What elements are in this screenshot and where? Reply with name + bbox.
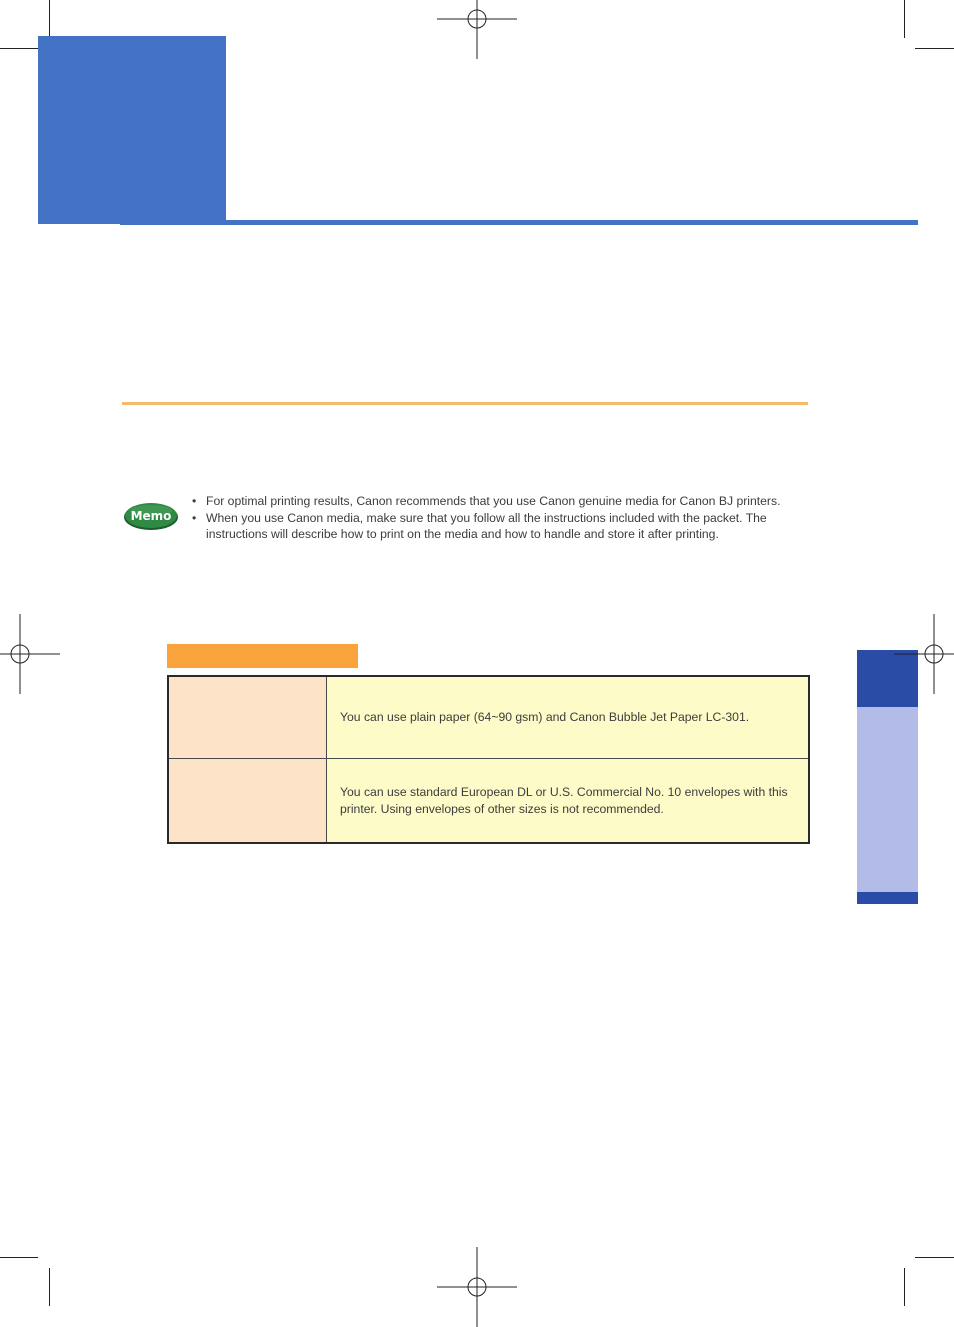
memo-item-text: For optimal printing results, Canon recommends that you use Canon genuine media for Canon BJ printers. (206, 494, 781, 508)
crop-mark (904, 1268, 905, 1306)
bullet: • (192, 494, 197, 508)
registration-mark-right (894, 614, 954, 694)
registration-mark-bottom (437, 1247, 517, 1327)
memo-item (190, 510, 810, 543)
section-divider (122, 402, 808, 405)
media-table (167, 675, 810, 844)
memo-item (190, 493, 810, 510)
table-row-description (327, 759, 808, 842)
registration-mark-left (0, 614, 60, 694)
table-row-description (327, 677, 808, 759)
bullet: • (192, 510, 197, 525)
crop-mark (904, 0, 905, 38)
table-row-label (169, 677, 327, 759)
memo-badge-label: Memo (130, 509, 172, 523)
crop-mark (915, 1257, 954, 1258)
table-header-tab (167, 644, 358, 668)
crop-mark (0, 48, 38, 49)
side-chapter-tab (857, 707, 918, 892)
crop-mark (49, 0, 50, 38)
side-chapter-tab-bottom (857, 892, 918, 904)
registration-mark-top (437, 0, 517, 59)
chapter-header-block (38, 36, 226, 224)
crop-mark (49, 1268, 50, 1306)
crop-mark (0, 1257, 38, 1258)
crop-mark (915, 48, 954, 49)
chapter-header-rule (120, 220, 918, 225)
table-row-label (169, 759, 327, 842)
description-text: You can use plain paper (64~90 gsm) and Canon Bubble Jet Paper LC-301. (340, 710, 750, 724)
memo-list (190, 493, 810, 543)
memo-icon (123, 501, 179, 531)
description-text: You can use standard European DL or U.S. Commercial No. 10 envelopes with this printer. Using envelopes of other sizes is not recommended. (340, 784, 788, 816)
memo-item-text: When you use Canon media, make sure that you follow all the instructions included with the packet. The instructions will describe how to print on the media and how to handle and store it after printing. (206, 510, 767, 541)
